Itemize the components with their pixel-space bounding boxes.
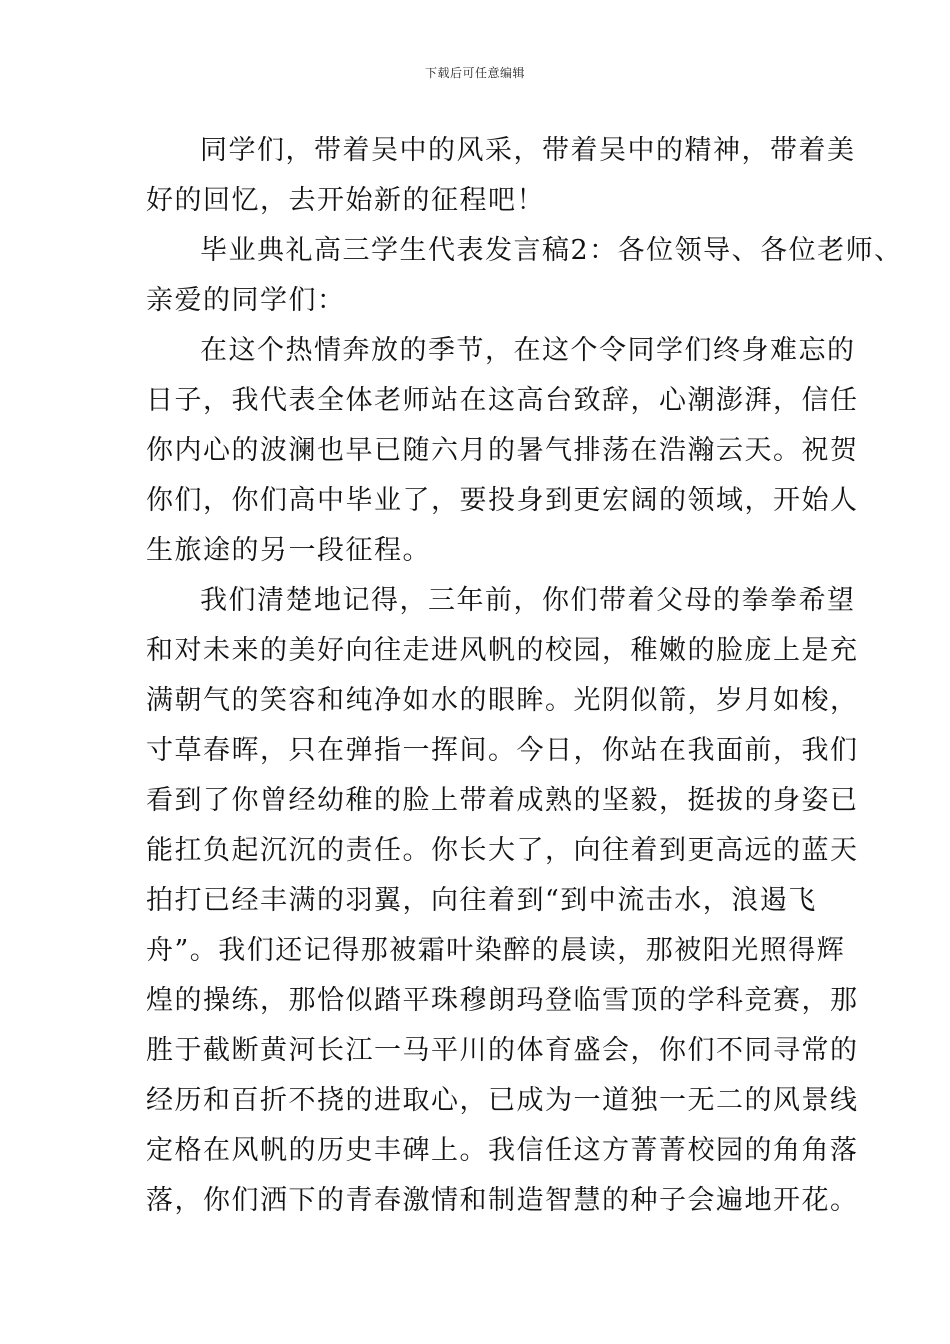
text-line: 好的回忆，去开始新的征程吧！ (146, 185, 545, 216)
text-line: 胜于截断黄河长江一马平川的体育盛会，你们不同寻常的 (146, 1035, 859, 1066)
text-line: 满朝气的笑容和纯净如水的眼眸。光阴似箭，岁月如梭， (146, 685, 859, 716)
text-line: 毕业典礼高三学生代表发言稿2：各位领导、各位老师、 (200, 235, 903, 266)
document-body (146, 126, 903, 1226)
text-line: 寸草春晖，只在弹指一挥间。今日，你站在我面前，我们 (146, 735, 859, 766)
text-line: 在这个热情奔放的季节，在这个令同学们终身难忘的 (200, 335, 856, 366)
text-line: 我们清楚地记得，三年前，你们带着父母的拳拳希望 (200, 585, 856, 616)
text-line: 能扛负起沉沉的责任。你长大了，向往着到更高远的蓝天 (146, 835, 859, 866)
text-line: 亲爱的同学们： (146, 285, 346, 316)
text-line: 看到了你曾经幼稚的脸上带着成熟的坚毅，挺拔的身姿已 (146, 785, 859, 816)
text-line: 煌的操练，那恰似踏平珠穆朗玛登临雪顶的学科竞赛，那 (146, 985, 859, 1016)
text-line: 你内心的波澜也早已随六月的暑气排荡在浩瀚云天。祝贺 (146, 435, 859, 466)
text-line: 日子，我代表全体老师站在这高台致辞，心潮澎湃，信任 (146, 385, 859, 416)
text-line: 落，你们洒下的青春激情和制造智慧的种子会遍地开花。 (146, 1185, 859, 1216)
text-line: 拍打已经丰满的羽翼，向往着到“到中流击水，浪遏飞 (146, 885, 817, 916)
page-header: 下载后可任意编辑 (424, 66, 525, 80)
text-line: 和对未来的美好向往走进风帆的校园，稚嫩的脸庞上是充 (146, 635, 859, 666)
text-line: 定格在风帆的历史丰碑上。我信任这方菁菁校园的角角落 (146, 1135, 859, 1166)
text-line: 你们，你们高中毕业了，要投身到更宏阔的领域，开始人 (146, 485, 859, 516)
text-line: 同学们，带着吴中的风采，带着吴中的精神，带着美 (200, 135, 856, 166)
text-line: 生旅途的另一段征程。 (146, 535, 431, 566)
text-line: 经历和百折不挠的进取心，已成为一道独一无二的风景线 (146, 1085, 859, 1116)
text-line: 舟”。我们还记得那被霜叶染醉的晨读，那被阳光照得辉 (146, 935, 846, 966)
